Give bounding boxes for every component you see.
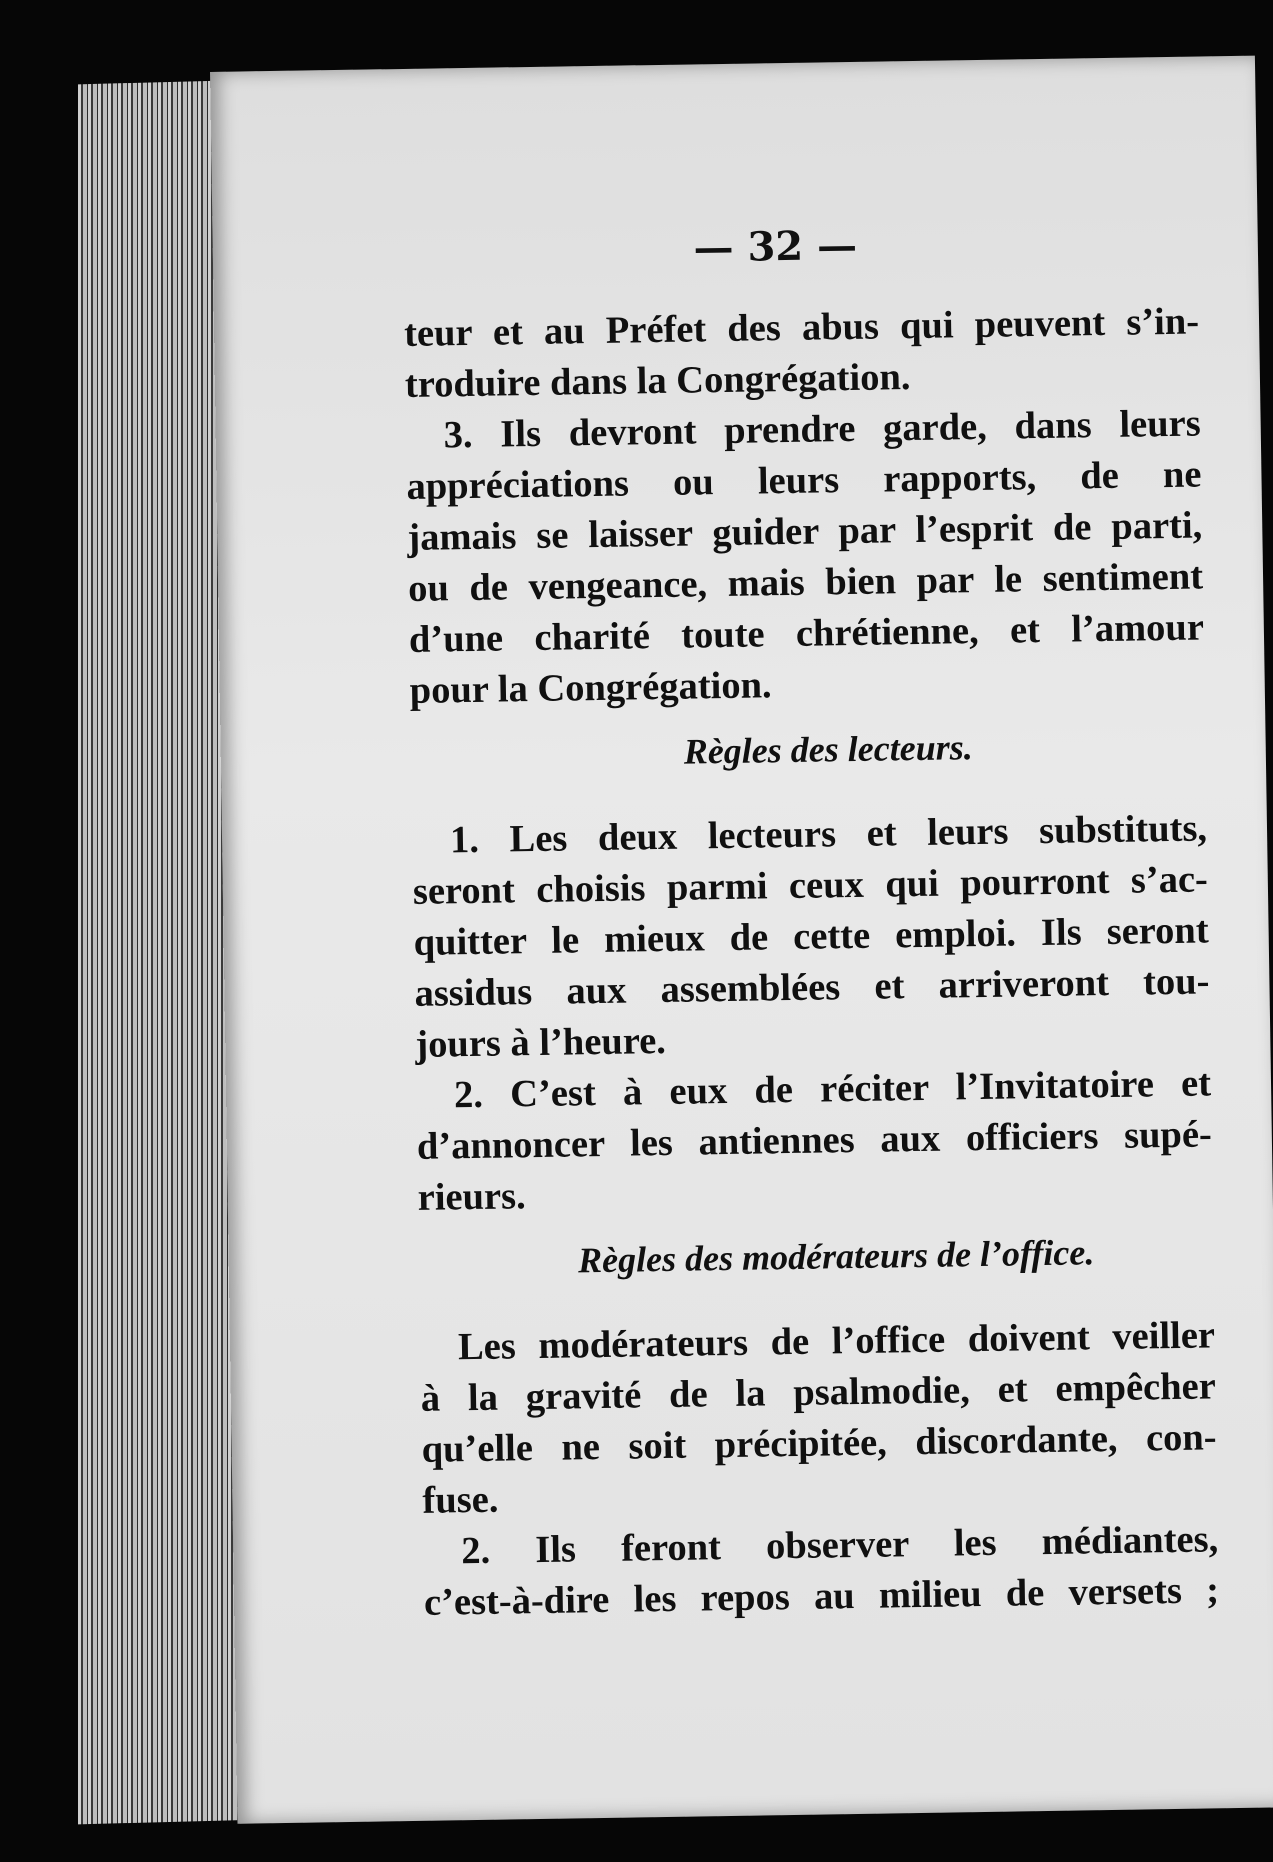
page-text [404,296,1220,1628]
text-line: c’est-à-dire les repos au milieu de versets ; [423,1569,1220,1624]
section-heading-moderateurs: Règles des modérateurs de l’office. [577,1232,1095,1281]
text-line: à la gravité de la psalmodie, et empêcher [420,1365,1217,1420]
section-heading-lecteurs: Règles des lecteurs. [683,727,973,772]
text-line: d’une charité toute chrétienne, et l’amour [408,606,1205,661]
text-line: ou de vengeance, mais bien par le sentiment [407,555,1204,610]
text-line: rieurs. [417,1175,527,1219]
text-line: seront choisis parmi ceux qui pourront s’ac- [412,858,1209,913]
text-line: 2. C’est à eux de réciter l’Invitatoire et [453,1062,1212,1117]
text-line: d’annoncer les antiennes aux officiers supé- [416,1113,1213,1168]
text-line: 1. Les deux lecteurs et leurs substituts, [449,807,1208,862]
text-line: 3. Ils devront prendre garde, dans leurs [443,402,1201,457]
text-line: teur et au Préfet des abus qui peuvent s’in- [403,300,1200,355]
text-line: assidus aux assemblées et arriveront tou- [414,960,1210,1015]
text-line: 2. Ils feront observer les médiantes, [460,1518,1219,1573]
text-line: pour la Congrégation. [409,664,772,712]
text-line: jours à l’heure. [414,1019,667,1066]
text-line: quitter le mieux de cette emploi. Ils seront [413,909,1209,964]
text-line: appréciations ou leurs rapports, de ne [406,453,1202,508]
text-line: Les modérateurs de l’office doivent veiller [457,1314,1216,1369]
page-number: — 32 — [693,221,858,272]
text-line: fuse. [422,1478,499,1522]
book-page [210,56,1273,1824]
text-line: jamais se laisser guider par l’esprit de parti, [407,504,1203,559]
text-line: troduire dans la Congrégation. [404,356,911,406]
text-line: qu’elle ne soit précipitée, discordante, con- [421,1416,1217,1471]
